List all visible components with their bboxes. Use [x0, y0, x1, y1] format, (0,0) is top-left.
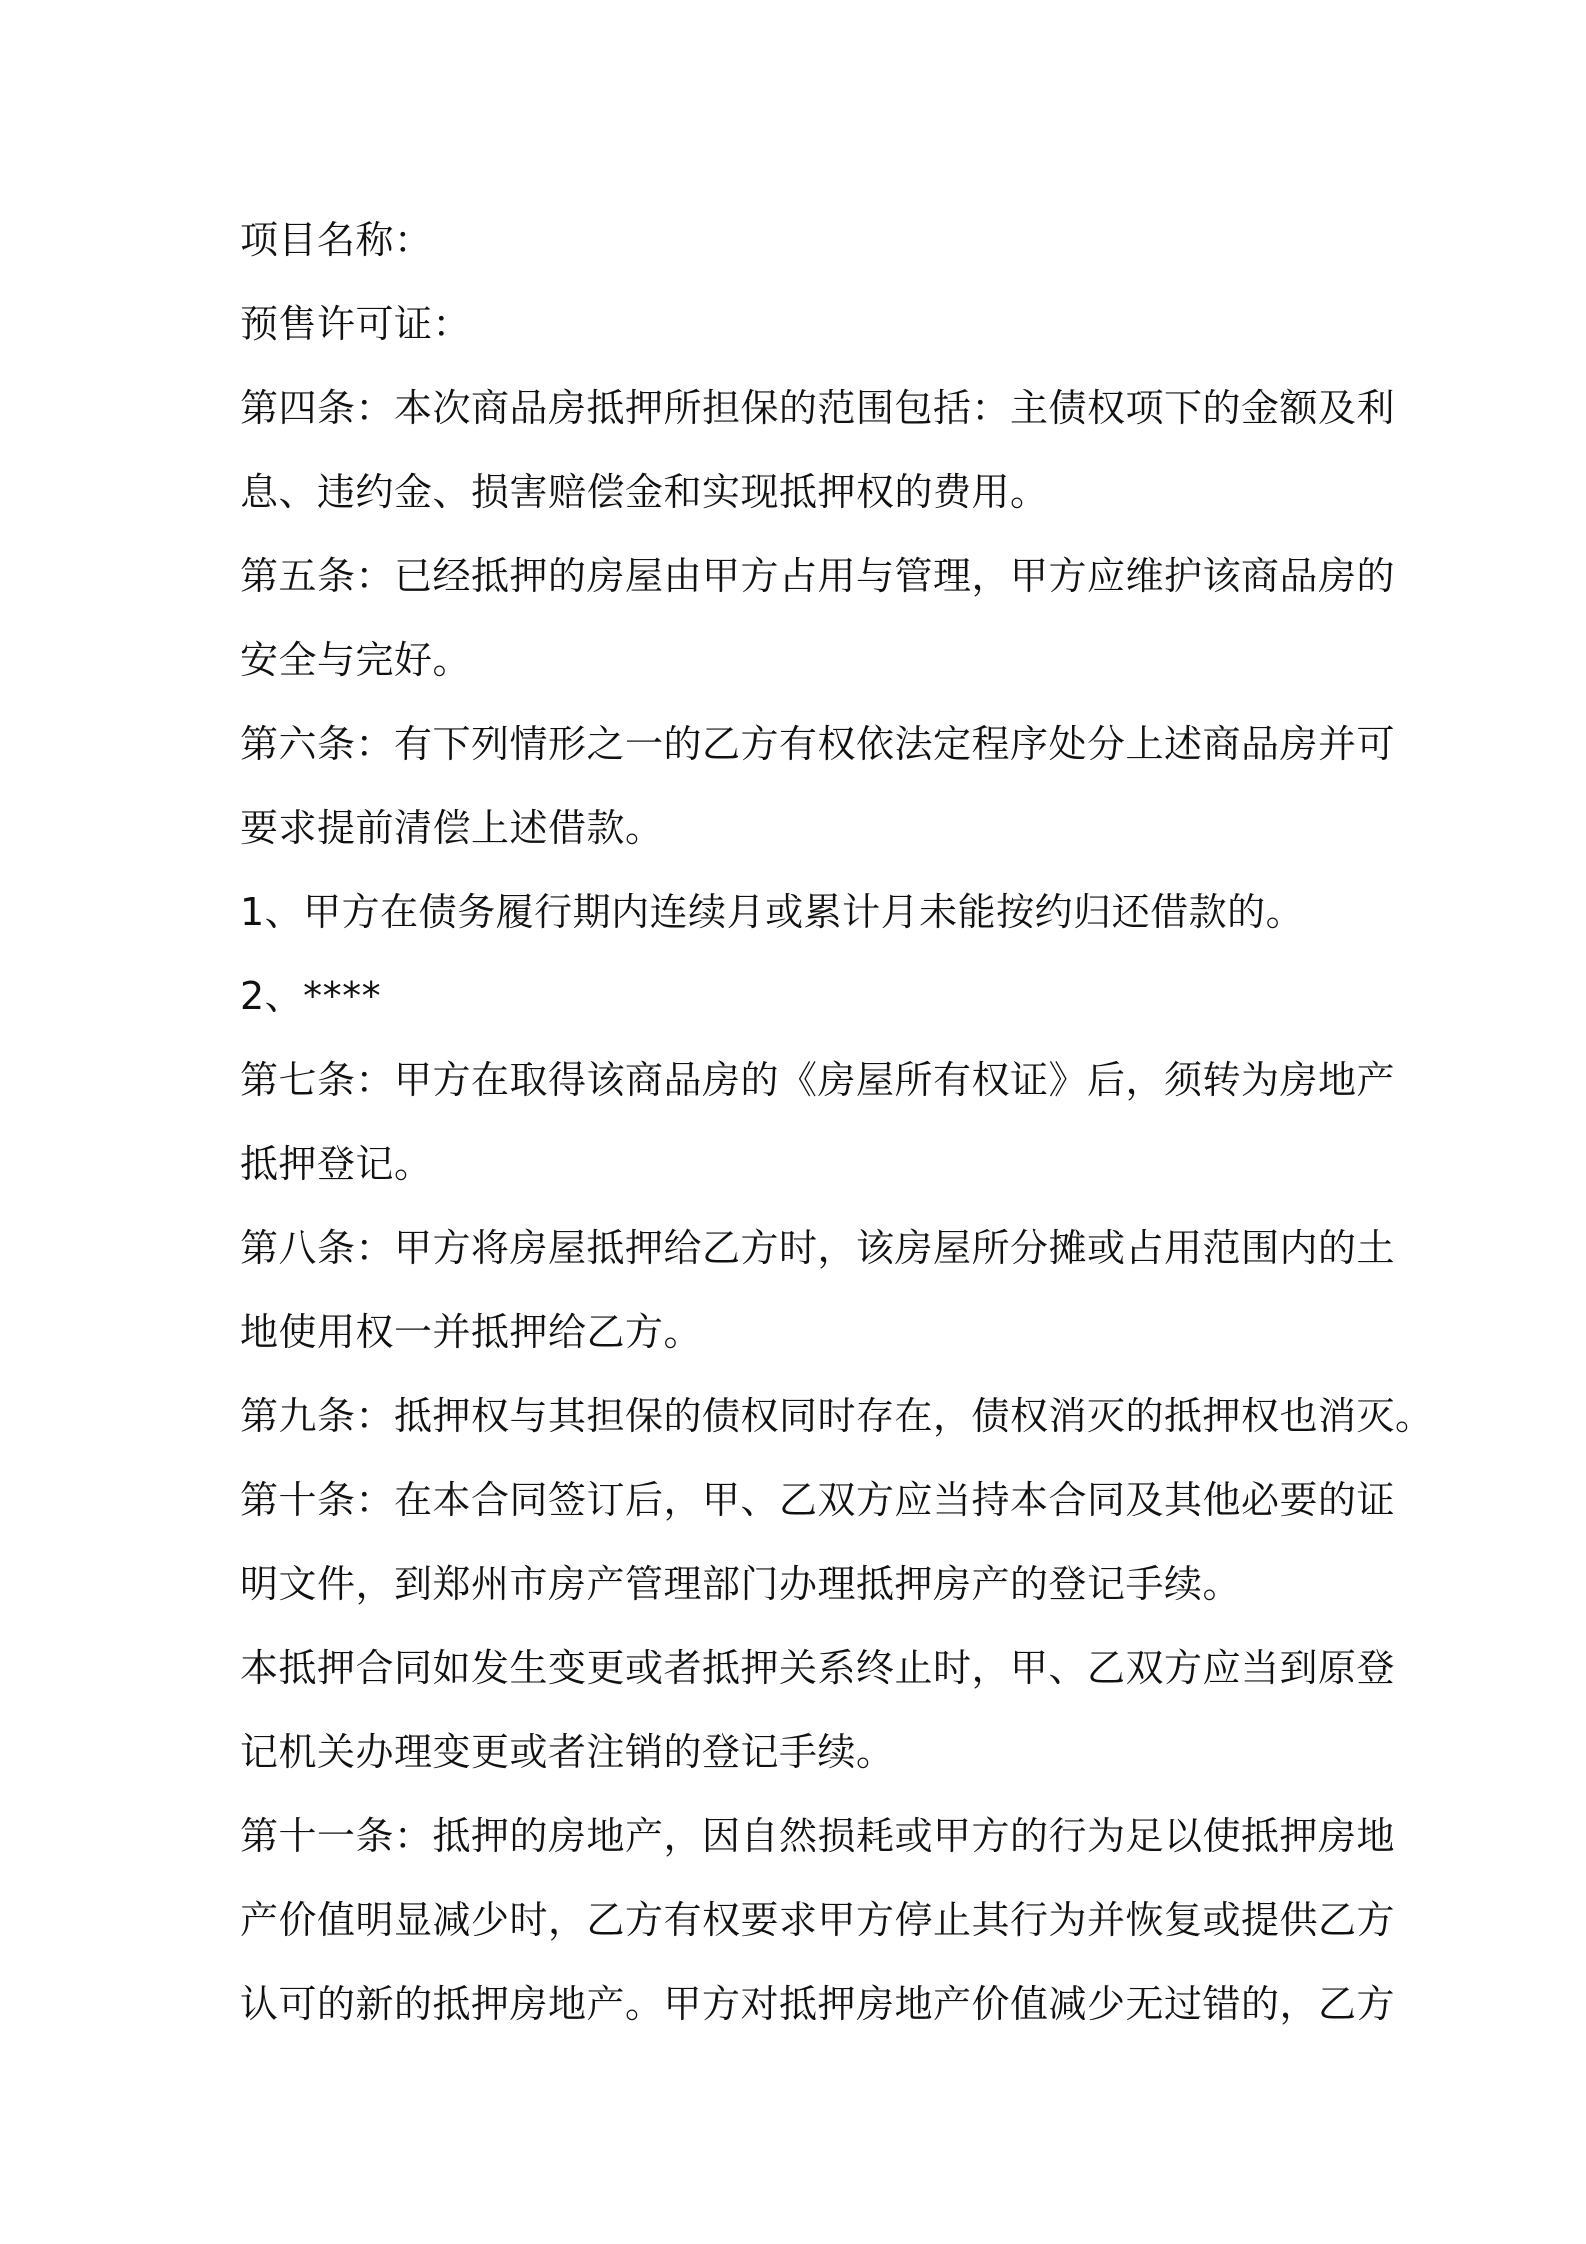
article-5-line-1: 第五条：已经抵押的房屋由甲方占用与管理，甲方应维护该商品房的 — [240, 554, 1396, 598]
article-6-item-1: 1、甲方在债务履行期内连续月或累计月未能按约归还借款的。 — [240, 890, 1305, 934]
field-presale-permit: 预售许可证： — [240, 302, 472, 346]
contract-change-line-2: 记机关办理变更或者注销的登记手续。 — [240, 1730, 895, 1774]
contract-change-line-1: 本抵押合同如发生变更或者抵押关系终止时，甲、乙双方应当到原登 — [240, 1646, 1396, 1690]
article-5-line-2: 安全与完好。 — [240, 638, 472, 682]
article-11-line-1: 第十一条：抵押的房地产，因自然损耗或甲方的行为足以使抵押房地 — [240, 1814, 1396, 1858]
article-6-item-2: 2、**** — [240, 974, 382, 1018]
article-4-line-1: 第四条：本次商品房抵押所担保的范围包括：主债权项下的金额及利 — [240, 386, 1396, 430]
article-8-line-1: 第八条：甲方将房屋抵押给乙方时，该房屋所分摊或占用范围内的土 — [240, 1226, 1396, 1270]
article-7-line-2: 抵押登记。 — [240, 1142, 433, 1186]
field-project-name: 项目名称： — [240, 218, 433, 262]
article-11-line-2: 产价值明显减少时，乙方有权要求甲方停止其行为并恢复或提供乙方 — [240, 1898, 1396, 1942]
article-10-line-1: 第十条：在本合同签订后，甲、乙双方应当持本合同及其他必要的证 — [240, 1478, 1396, 1522]
article-7-line-1: 第七条：甲方在取得该商品房的《房屋所有权证》后，须转为房地产 — [240, 1058, 1396, 1102]
article-9-line-1: 第九条：抵押权与其担保的债权同时存在，债权消灭的抵押权也消灭。 — [240, 1394, 1434, 1438]
article-11-line-3: 认可的新的抵押房地产。甲方对抵押房地产价值减少无过错的，乙方 — [240, 1982, 1396, 2026]
document-body — [240, 198, 1434, 2046]
article-6-line-2: 要求提前清偿上述借款。 — [240, 806, 664, 850]
article-4-line-2: 息、违约金、损害赔偿金和实现抵押权的费用。 — [240, 470, 1049, 514]
article-10-line-2: 明文件，到郑州市房产管理部门办理抵押房产的登记手续。 — [240, 1562, 1242, 1606]
article-8-line-2: 地使用权一并抵押给乙方。 — [240, 1310, 703, 1354]
article-6-line-1: 第六条：有下列情形之一的乙方有权依法定程序处分上述商品房并可 — [240, 722, 1396, 766]
